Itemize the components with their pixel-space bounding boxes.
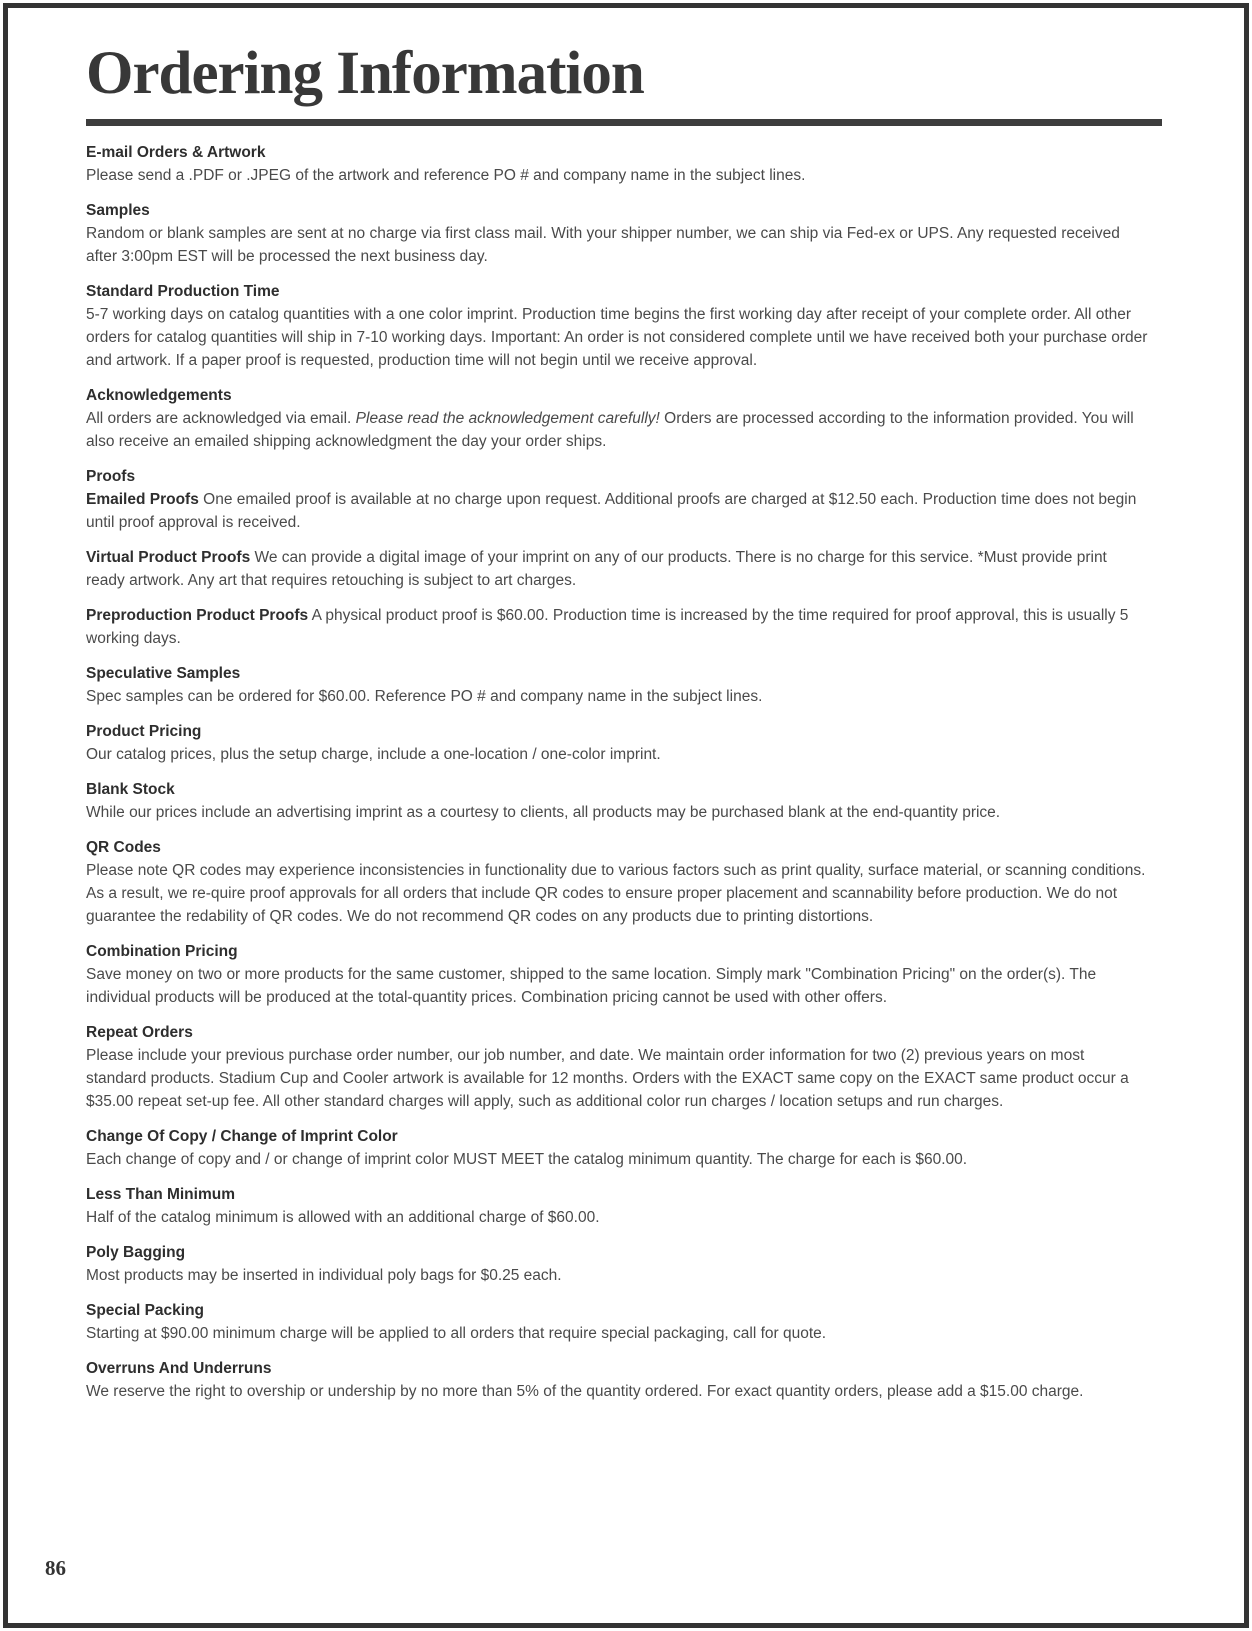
sections-container (8, 126, 1244, 1403)
text-segment: We reserve the right to overship or undership by no more than 5% of the quantity ordered. For exact quantity orders, please add a $15.00 charge. (86, 1383, 1084, 1401)
text-segment: Please include your previous purchase order number, our job number, and date. We maintain order information for two (2) previous years on most standard products. Stadium Cup and Cooler artwork is available for 12 months. Orders with the EXACT same copy on the EXACT same product occur a $35.00 repeat set-up fee. All other standard charges will apply, such as additional color run charges / location setups and run charges. (86, 1047, 1129, 1111)
section-paragraph (86, 1264, 1148, 1287)
title-rule (86, 119, 1162, 126)
section-heading: Special Packing (86, 1302, 205, 1320)
text-segment: Most products may be inserted in individual poly bags for $0.25 each. (86, 1267, 562, 1285)
info-section (86, 1299, 1148, 1345)
info-section (86, 1241, 1148, 1287)
text-segment: We can provide a digital image of your imprint on any of our products. There is no charge for this service. *Must provide print ready artwork. Any art that requires retouching is subject to art charges. (86, 549, 1107, 590)
section-heading: Standard Production Time (86, 283, 280, 301)
text-segment: Please note QR codes may experience inconsistencies in functionality due to various factors such as print quality, surface material, or scanning conditions. As a result, we re-quire proof approvals for all orders that include QR codes to ensure proper placement and scannability before production. We do not guarantee the redability of QR codes. We do not recommend QR codes on any products due to printing distortions. (86, 862, 1146, 926)
text-segment: Our catalog prices, plus the setup charge, include a one-location / one-color imprint. (86, 746, 661, 764)
section-heading: Samples (86, 202, 150, 220)
section-paragraph (86, 303, 1148, 372)
text-segment: Orders are processed according to the information provided. You will also receive an emailed shipping acknowledgment the day your order ships. (86, 410, 1134, 451)
section-heading: Combination Pricing (86, 943, 238, 961)
text-segment: A physical product proof is $60.00. Production time is increased by the time required for proof approval, this is usually 5 working days. (86, 607, 1129, 648)
info-section (86, 604, 1148, 650)
section-paragraph (86, 1322, 1148, 1345)
section-paragraph (86, 604, 1148, 650)
info-section (86, 662, 1148, 708)
section-paragraph (86, 1148, 1148, 1171)
info-section (86, 384, 1148, 453)
section-paragraph (86, 488, 1148, 534)
section-paragraph (86, 963, 1148, 1009)
section-paragraph (86, 407, 1148, 453)
section-paragraph (86, 1206, 1148, 1229)
text-segment: Half of the catalog minimum is allowed with an additional charge of $60.00. (86, 1209, 600, 1227)
page-number: 86 (45, 1556, 66, 1580)
section-heading: Less Than Minimum (86, 1186, 235, 1204)
info-section (86, 778, 1148, 824)
section-paragraph (86, 801, 1148, 824)
info-section (86, 1183, 1148, 1229)
text-segment: While our prices include an advertising imprint as a courtesy to clients, all products may be purchased blank at the end-quantity price. (86, 804, 1001, 822)
info-section (86, 1125, 1148, 1171)
section-paragraph (86, 1044, 1148, 1113)
section-heading: QR Codes (86, 839, 161, 857)
section-paragraph (86, 859, 1148, 928)
info-section (86, 546, 1148, 592)
inline-subheading: Preproduction Product Proofs (86, 607, 309, 625)
info-section (86, 1357, 1148, 1403)
section-paragraph (86, 164, 1148, 187)
text-segment: Spec samples can be ordered for $60.00. Reference PO # and company name in the subject lines. (86, 688, 763, 706)
text-segment: Each change of copy and / or change of imprint color MUST MEET the catalog minimum quantity. The charge for each is $60.00. (86, 1151, 968, 1169)
text-segment: One emailed proof is available at no charge upon request. Additional proofs are charged at $12.50 each. Production time does not begin until proof approval is received. (86, 491, 1137, 532)
section-heading: Speculative Samples (86, 665, 241, 683)
section-paragraph (86, 743, 1148, 766)
text-segment: Please read the acknowledgement carefully! (355, 410, 660, 428)
section-heading: Acknowledgements (86, 387, 232, 405)
info-section (86, 1021, 1148, 1113)
inline-subheading: Emailed Proofs (86, 491, 199, 509)
text-segment: Random or blank samples are sent at no charge via first class mail. With your shipper number, we can ship via Fed-ex or UPS. Any requested received after 3:00pm EST will be processed the next business day. (86, 225, 1120, 266)
info-section (86, 720, 1148, 766)
section-paragraph (86, 222, 1148, 268)
section-heading: Poly Bagging (86, 1244, 186, 1262)
text-segment: Please send a .PDF or .JPEG of the artwork and reference PO # and company name in the subject lines. (86, 167, 806, 185)
section-heading: E-mail Orders & Artwork (86, 144, 266, 162)
section-heading: Proofs (86, 468, 136, 486)
inline-subheading: Virtual Product Proofs (86, 549, 251, 567)
section-paragraph (86, 685, 1148, 708)
section-heading: Product Pricing (86, 723, 202, 741)
text-segment: Save money on two or more products for the same customer, shipped to the same location. Simply mark "Combination Pricing" on the order(s). The individual products will be produced at the total-quantity prices. Combination pricing cannot be used with other offers. (86, 966, 1097, 1007)
text-segment: 5-7 working days on catalog quantities with a one color imprint. Production time begins the first working day after receipt of your complete order. All other orders for catalog quantities will ship in 7-10 working days. Important: An order is not considered complete until we have received both your purchase order and artwork. If a paper proof is requested, production time will not begin until we receive approval. (86, 306, 1148, 370)
info-section (86, 141, 1148, 187)
text-segment: All orders are acknowledged via email. (86, 410, 356, 428)
info-section (86, 280, 1148, 372)
info-section (86, 836, 1148, 928)
page-title: Ordering Information (86, 40, 644, 107)
info-section (86, 940, 1148, 1009)
section-paragraph (86, 546, 1148, 592)
section-heading: Change Of Copy / Change of Imprint Color (86, 1128, 398, 1146)
section-heading: Overruns And Underruns (86, 1360, 272, 1378)
section-heading: Blank Stock (86, 781, 175, 799)
info-section (86, 465, 1148, 534)
section-paragraph (86, 1380, 1148, 1403)
text-segment: Starting at $90.00 minimum charge will be applied to all orders that require special packaging, call for quote. (86, 1325, 827, 1343)
catalog-page (3, 3, 1249, 1628)
info-section (86, 199, 1148, 268)
section-heading: Repeat Orders (86, 1024, 193, 1042)
page-header (8, 8, 1244, 126)
